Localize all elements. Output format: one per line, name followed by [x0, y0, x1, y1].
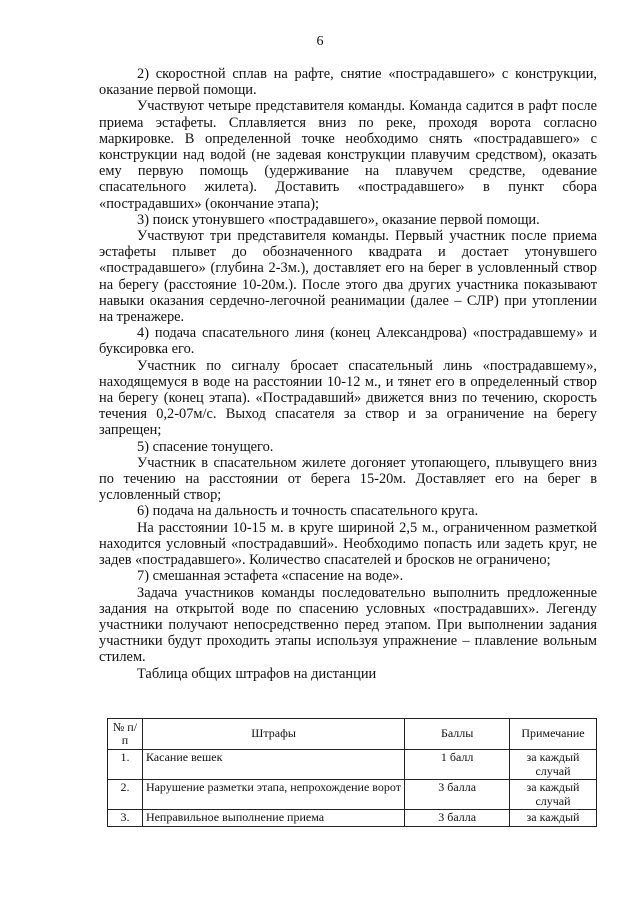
table-row — [108, 780, 597, 810]
fines-table — [107, 718, 597, 827]
header-points: Баллы — [405, 719, 510, 750]
page-number: 6 — [316, 34, 324, 49]
row-note: за каждый случай — [510, 750, 597, 780]
row-num: 1. — [108, 750, 143, 780]
paragraph: Участник в спасательном жилете догоняет утопающего, плывущего вниз по течению на расстоянии от берега 15-20м. Доставляет его на берег в условленный створ; — [99, 454, 597, 504]
paragraph: 4) подача спасательного линя (конец Александрова) «пострадавшему» и буксировка его. — [99, 325, 597, 358]
table-row — [108, 750, 597, 780]
header-fine: Штрафы — [142, 719, 404, 750]
paragraph: 6) подача на дальность и точность спасательного круга. — [137, 503, 479, 520]
paragraph: 7) смешанная эстафета «спасение на воде». — [137, 568, 404, 585]
table-title: Таблица общих штрафов на дистанции — [137, 665, 377, 682]
paragraph: Участник по сигналу бросает спасательный линь «пострадавшему», находящемуся в воде на расстоянии 10-12 м., и тянет его в определенный створ на берегу (конец этапа). «Пострадавший» движется вниз по течению, скорость течения 0,2-07м/с. Выход спасателя за створ и за ограничение на берегу запрещен; — [99, 357, 597, 439]
row-fine: Касание вешек — [142, 750, 404, 780]
row-note: за каждый — [510, 810, 597, 827]
paragraph: Участвуют четыре представителя команды. Команда садится в рафт после приема эстафеты. Сплавляется вниз по реке, проходя ворота согласно маркировке. В определенной точке необходимо снять «пострадавшего» с конструкции над водой (не задевая конструкции плавучим средством), оказать ему первую помощь (удерживание на плавучем средстве, одевание спасательного жилета). Доставить «пострадавшего» в пункт сбора «пострадавших» (окончание этапа); — [99, 98, 597, 212]
row-num: 2. — [108, 780, 143, 810]
table-header-row — [108, 719, 597, 750]
paragraph: Задача участников команды последовательно выполнить предложенные задания на открытой воде по спасению условных «пострадавших». Легенду участники получают непосредственно перед этапом. При выполнении задания участники будут проходить этапы используя упражнение – плавление вольным стилем. — [99, 584, 597, 666]
header-note: Примечание — [510, 719, 597, 750]
row-points: 3 балла — [405, 780, 510, 810]
paragraph: На расстоянии 10-15 м. в круге шириной 2,5 м., ограниченном разметкой находится условный «пострадавший». Необходимо попасть или задеть круг, не задев «пострадавшего». Количество спасателей и бросков не ограничено; — [99, 519, 597, 569]
paragraph: 3) поиск утонувшего «пострадавшего», оказание первой помощи. — [137, 211, 540, 228]
document-body — [99, 66, 597, 682]
paragraph: 2) скоростной сплав на рафте, снятие «пострадавшего» с конструкции, оказание первой помощи. — [99, 66, 597, 99]
row-points: 3 балла — [405, 810, 510, 827]
row-fine: Неправильное выполнение приема — [142, 810, 404, 827]
row-num: 3. — [108, 810, 143, 827]
row-fine: Нарушение разметки этапа, непрохождение ворот — [142, 780, 404, 810]
table-row — [108, 810, 597, 827]
header-num: № п/п — [108, 719, 143, 750]
row-points: 1 балл — [405, 750, 510, 780]
paragraph: Участвуют три представителя команды. Первый участник после приема эстафеты плывет до обозначенного квадрата и достает утонувшего «пострадавшего» (глубина 2-3м.), доставляет его на берег в условленный створ на берегу (расстояние 10-20м.). После этого два других участника показывают навыки оказания сердечно-легочной реанимации (далее – СЛР) при утоплении на тренажере. — [99, 228, 597, 326]
row-note: за каждый случай — [510, 780, 597, 810]
paragraph: 5) спасение тонущего. — [137, 438, 274, 455]
